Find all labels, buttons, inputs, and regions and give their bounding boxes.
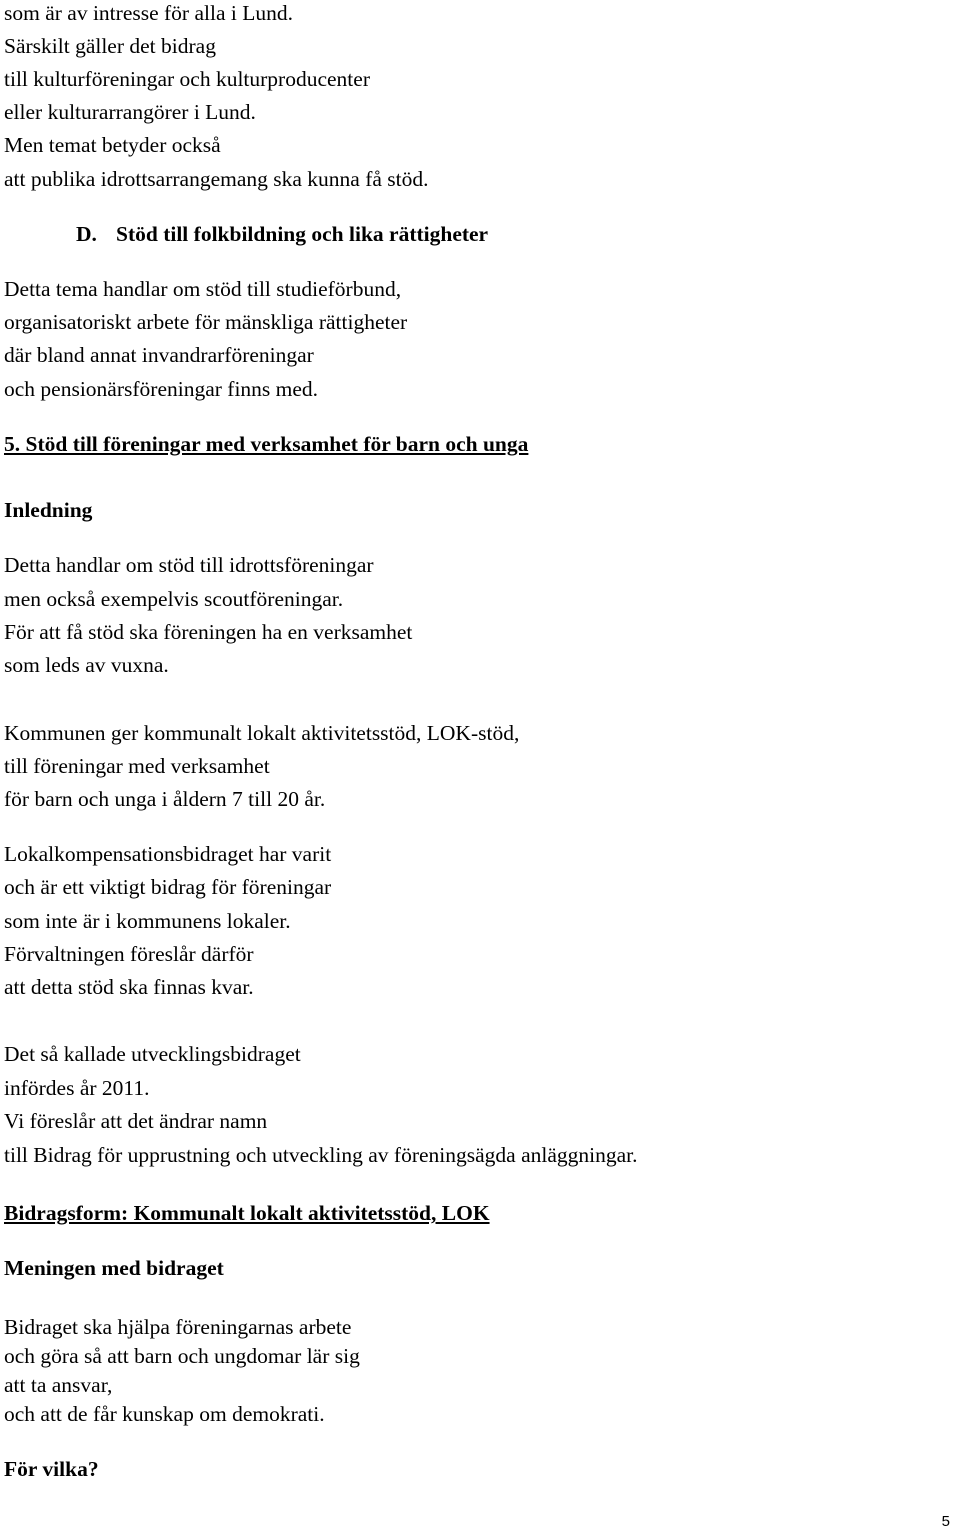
- section-d-title: Stöd till folkbildning och lika rättigheter: [116, 222, 489, 246]
- section-d-letter: D.: [76, 222, 97, 246]
- paragraph-line: Vi föreslår att det ändrar namn: [4, 1109, 268, 1133]
- intro-line: som är av intresse för alla i Lund.: [4, 1, 293, 25]
- section-d-line: och pensionärsföreningar finns med.: [4, 377, 319, 401]
- paragraph-line: Kommunen ger kommunalt lokalt aktivitetsstöd, LOK-stöd,: [4, 721, 520, 745]
- section-d-line: Detta tema handlar om stöd till studieförbund,: [4, 277, 402, 301]
- paragraph-line: Det så kallade utvecklingsbidraget: [4, 1042, 301, 1066]
- section-5-subheading: Inledning: [4, 498, 93, 522]
- section-d-line: där bland annat invandrarföreningar: [4, 343, 314, 367]
- for-whom-heading: För vilka?: [4, 1457, 99, 1481]
- bidragsform-line: att ta ansvar,: [4, 1373, 113, 1397]
- intro-line: Men temat betyder också: [4, 133, 221, 157]
- bidragsform-heading: Bidragsform: Kommunalt lokalt aktivitetsstöd, LOK: [4, 1201, 490, 1225]
- bidragsform-line: och göra så att barn och ungdomar lär sig: [4, 1344, 360, 1368]
- intro-line: eller kulturarrangörer i Lund.: [4, 100, 256, 124]
- intro-line: till kulturföreningar och kulturproducenter: [4, 67, 370, 91]
- bidragsform-line: Bidraget ska hjälpa föreningarnas arbete: [4, 1315, 352, 1339]
- section-d-heading: [76, 221, 488, 247]
- bidragsform-subheading: Meningen med bidraget: [4, 1256, 224, 1280]
- paragraph-line: att detta stöd ska finnas kvar.: [4, 975, 254, 999]
- paragraph-line: För att få stöd ska föreningen ha en verksamhet: [4, 620, 413, 644]
- paragraph-line: som inte är i kommunens lokaler.: [4, 909, 291, 933]
- section-5-heading: 5. Stöd till föreningar med verksamhet för barn och unga: [4, 432, 529, 456]
- bidragsform-line: och att de får kunskap om demokrati.: [4, 1402, 325, 1426]
- paragraph-line: för barn och unga i åldern 7 till 20 år.: [4, 787, 326, 811]
- paragraph-line: till föreningar med verksamhet: [4, 754, 270, 778]
- paragraph-line: Lokalkompensationsbidraget har varit: [4, 842, 332, 866]
- paragraph-line: till Bidrag för upprustning och utveckling av föreningsägda anläggningar.: [4, 1143, 638, 1167]
- intro-line: att publika idrottsarrangemang ska kunna få stöd.: [4, 167, 429, 191]
- intro-line: Särskilt gäller det bidrag: [4, 34, 216, 58]
- section-d-line: organisatoriskt arbete för mänskliga rättigheter: [4, 310, 408, 334]
- paragraph-line: Förvaltningen föreslår därför: [4, 942, 254, 966]
- page-number: 5: [941, 1513, 950, 1530]
- paragraph-line: som leds av vuxna.: [4, 653, 169, 677]
- paragraph-line: men också exempelvis scoutföreningar.: [4, 587, 344, 611]
- paragraph-line: infördes år 2011.: [4, 1076, 150, 1100]
- paragraph-line: Detta handlar om stöd till idrottsföreningar: [4, 553, 374, 577]
- paragraph-line: och är ett viktigt bidrag för föreningar: [4, 875, 332, 899]
